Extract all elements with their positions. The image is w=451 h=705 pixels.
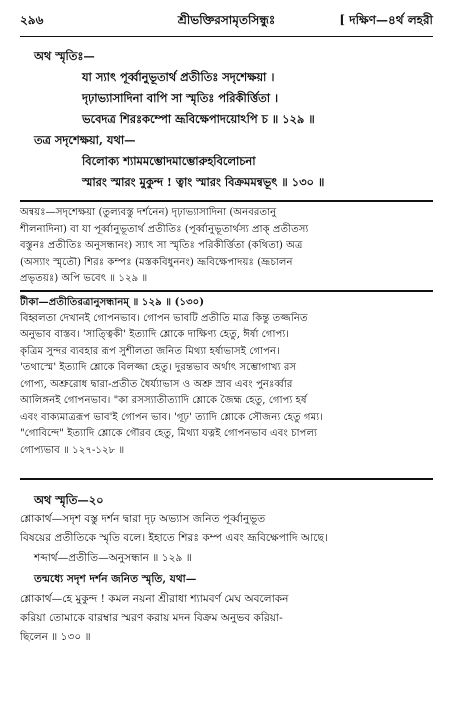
verse-line: অথ স্মৃতিঃ— [34,49,95,63]
tika-block [20,294,433,459]
sanskrit-verse-block [20,46,433,193]
verse-line: ভবেদত্র শিরঃকম্পো ভ্রূবিক্ষেপাদয়োঽপি চ ॥ ১২৯ ॥ [82,112,315,126]
tika-line: 'তথাস্মে' ইত্যাদি শ্লোকে বিলজ্জা হেতু। দুরন্তভাব অর্থাৎ সম্ভোগাখ্য রস [20,362,297,373]
tika-line: কৃত্রিম সুন্দর ব্যবহার রূপ সুশীলতা জনিত মিথ্যা হর্ষাভাসই গোপন। [20,345,280,357]
tika-line: অনুভাব বাস্তব। 'সাত্ত্বিকী' ইত্যাদি শ্লোকে দাক্ষিণ্য হেতু, ঈর্ষা গোপ্য। [20,329,289,340]
translation-block [20,490,433,647]
tika-line: এবং বাক্যমাত্ররূপ ভাব'ই গোপন ভাব। 'গূঢ়' ত্যাদি শ্লোকে সৌজন্য হেতু গম্য। [20,411,323,423]
section-heading: অথ স্মৃতি—২০ [34,493,104,507]
running-title: শ্রীভক্তিরসামৃতসিন্ধুঃ [177,13,276,27]
tika-line: গোপ্যভাব ॥ ১২৭-১২৮ ॥ [20,444,125,456]
page-header [20,12,433,32]
chapter-label: [ দক্ষিণ—৪র্থ লহরী [339,13,433,27]
anvaya-line: অন্বয়ঃ—সদৃশেক্ষয়া (তুল্যবস্তু দর্শনেন) দৃঢ়াভ্যাসাদিনা (অনবরতানু [20,207,277,218]
section-rule [20,478,433,480]
translation-line: করিয়া তোমাকে বারম্বার স্মরণ করায় মদন বিক্রম অনুভব করিয়া- [20,612,283,624]
anvaya-line: শীলনাদিনা) বা যা পূর্ব্বানুভূতার্থ প্রতীতিঃ (পূর্ব্বানুভূতার্থস্য প্রাক্ প্রতীতস্য [20,223,309,235]
header-rule [20,36,433,37]
word-meaning: শব্দার্থ—প্রতীতি—অনুসন্ধান ॥ ১২৯ ॥ [34,552,192,564]
translation-line: ছিলেন ॥ ১৩০ ॥ [20,631,91,643]
tika-line: বিহ্বলতা দেখানই গোপনভাব। গোপন ভাবটি প্রতীতি মাত্র কিন্তু তজ্জনিত [20,312,308,324]
tika-heading: টীকা—প্রতীতিরত্রানুসন্ধানম্ ॥ ১২৯ ॥ (১৩০) [20,296,205,308]
anvaya-line: (অস্যাং স্মৃতৌ) শিরঃ কম্পঃ (মস্তকবিধুননং) ভ্রূবিক্ষেপাদয়ঃ (ভ্রূচালন [20,256,293,268]
translation-line: শ্লোকার্থ—সদৃশ বস্তু দর্শন দ্বারা দৃঢ় অভ্যাস জনিত পূর্ব্বানুভূত [20,513,266,525]
anvaya-line: প্রভৃতয়ঃ) অপি ভবেৎ ॥ ১২৯ ॥ [20,273,148,284]
verse-line: দৃঢ়াভ্যাসাদিনা বাপি সা স্মৃতিঃ পরিকীর্ত্তিতা । [82,91,279,105]
tika-line: "গোবিন্দে" ইত্যাদি শ্লোকে গৌরব হেতু, মিথ্যা যত্নই গোপনভাব এবং চাপল্য [20,428,317,439]
translation-line: বিষয়ের প্রতীতিকে স্মৃতি বলে। ইহাতে শিরঃ কম্প এবং ভ্রূবিক্ষেপাদি আছে। [20,532,328,544]
translation-line: শ্লোকার্থ—হে মুকুন্দ ! কমল নয়না শ্রীরাধা শ্যামবর্ণ মেঘ অবলোকন [20,593,289,605]
section-rule [20,200,433,202]
subheading: তন্মধ্যে সদৃশ দর্শন জনিত স্মৃতি, যথা— [34,573,197,585]
verse-line: স্মারং স্মারং মুকুন্দ ! ত্বাং স্মারং বিক্রমমন্বভূৎ ॥ ১৩০ ॥ [82,175,325,189]
anvaya-block [20,205,433,288]
anvaya-line: বস্তুনঃ প্রতীতিঃ অনুসন্ধানং) স্যাৎ সা স্মৃতিঃ পরিকীর্ত্তিতা (কথিতা) অত্র [20,240,303,251]
tika-line: গোপ্য, অশ্রুরোধ দ্বারা-প্রতীত ধৈর্য্যাভাস ও অশ্রু স্রাব এবং পুনঃর্ব্বার [20,378,293,390]
verse-line: যা স্যাৎ পূর্ব্বানুভূতার্থ প্রতীতিঃ সদৃশেক্ষয়া । [82,70,275,84]
tika-line: আলিঙ্গনই গোপনভাব। "কা রসস্যাতীত্যাদি শ্লোকে জৈহ্ম হেতু, গোপ্য হর্ষ [20,395,307,406]
page-number: ২৯৬ [20,13,44,27]
verse-line: বিলোক্য শ্যামমম্ভোদমাম্ভোরুহবিলোচনা [82,154,256,168]
section-rule [20,290,433,292]
verse-line: তত্র সদৃশেক্ষয়া, যথা— [34,133,136,147]
